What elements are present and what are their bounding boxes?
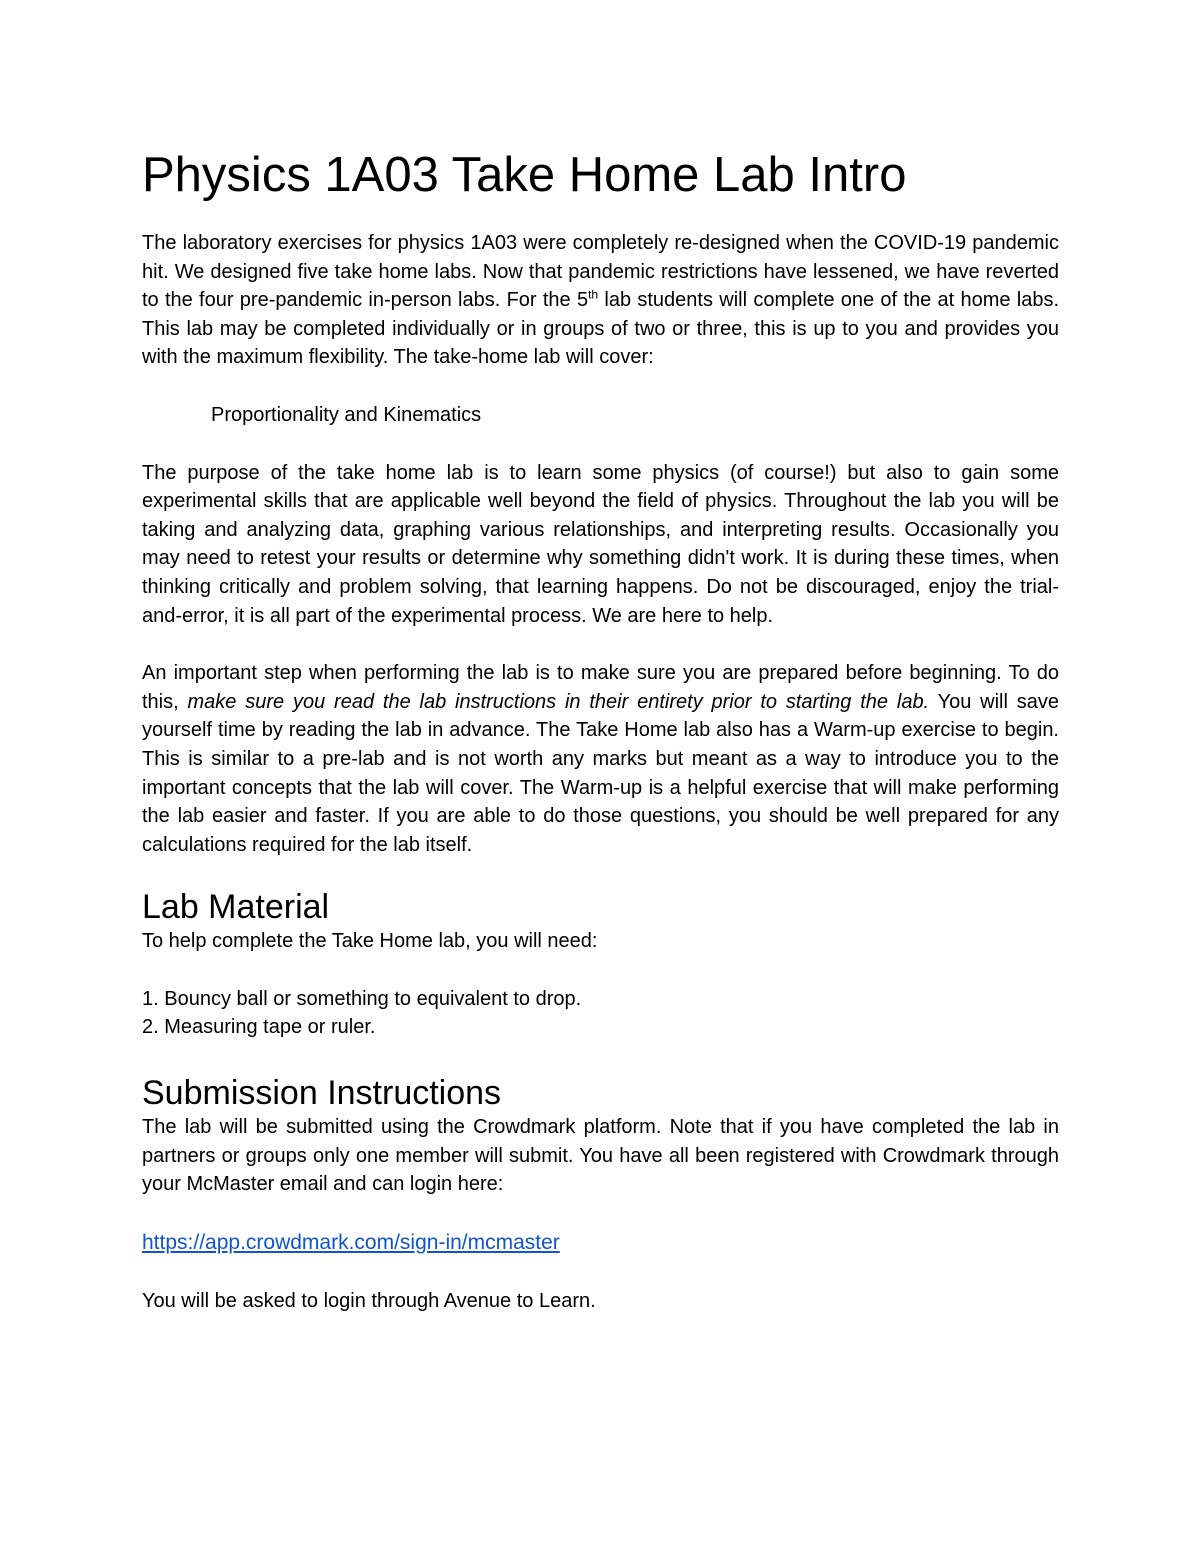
- lab-material-heading: Lab Material: [142, 888, 330, 927]
- intro-text-part1: The laboratory exercises for physics 1A03 were completely re-designed when the COVID-19 pandemic hit. We designed five take home labs. Now that pandemic restrictions have lessened, we have reverted to the four pre-pandemic in-person labs. For the 5: [142, 232, 1059, 312]
- submission-heading: Submission Instructions: [142, 1074, 502, 1113]
- avenue-note: You will be asked to login through Avenue to Learn.: [142, 1290, 596, 1313]
- page-title: Physics 1A03 Take Home Lab Intro: [142, 148, 907, 202]
- lab-material-lead: To help complete the Take Home lab, you will need:: [142, 930, 598, 953]
- preparation-paragraph: [142, 659, 1059, 859]
- crowdmark-link[interactable]: https://app.crowdmark.com/sign-in/mcmaster: [142, 1230, 560, 1254]
- prep-emphasis: make sure you read the lab instructions in their entirety prior to starting the lab.: [187, 690, 930, 713]
- list-item: 2. Measuring tape or ruler.: [142, 1016, 376, 1039]
- lab-topic: Proportionality and Kinematics: [211, 403, 482, 426]
- crowdmark-link-line: [142, 1229, 1059, 1258]
- intro-text-part2: lab students will complete one of the at home labs. This lab may be completed individually or in groups of two or three, this is up to you and provides you with the maximum flexibility. The take-home lab will cover:: [142, 289, 1060, 369]
- prep-text-after: You will save yourself time by reading the lab in advance. The Take Home lab also has a Warm-up exercise to begin. This is similar to a pre-lab and is not worth any marks but meant as a way to introduce you to the important concepts that the lab will cover. The Warm-up is a helpful exercise that will make performing the lab easier and faster. If you are able to do those questions, you should be well prepared for any calculations required for the lab itself.: [142, 690, 1059, 856]
- prep-text-before: An important step when performing the lab is to make sure you are prepared before beginning. To do this,: [142, 662, 1059, 713]
- intro-paragraph: [142, 229, 1059, 372]
- submission-paragraph: The lab will be submitted using the Crowdmark platform. Note that if you have completed the lab in partners or groups only one member will submit. You have all been registered with Crowdmark through your McMaster email and can login here:: [142, 1116, 1059, 1196]
- intro-superscript: th: [588, 287, 599, 302]
- purpose-paragraph: The purpose of the take home lab is to learn some physics (of course!) but also to gain some experimental skills that are applicable well beyond the field of physics. Throughout the lab you will be taking and analyzing data, graphing various relationships, and interpreting results. Occasionally you may need to retest your results or determine why something didn't work. It is during these times, when thinking critically and problem solving, that learning happens. Do not be discouraged, enjoy the trial-and-error, it is all part of the experimental process. We are here to help.: [142, 461, 1059, 627]
- materials-list: [142, 985, 1059, 1042]
- list-item: 1. Bouncy ball or something to equivalent to drop.: [142, 987, 582, 1010]
